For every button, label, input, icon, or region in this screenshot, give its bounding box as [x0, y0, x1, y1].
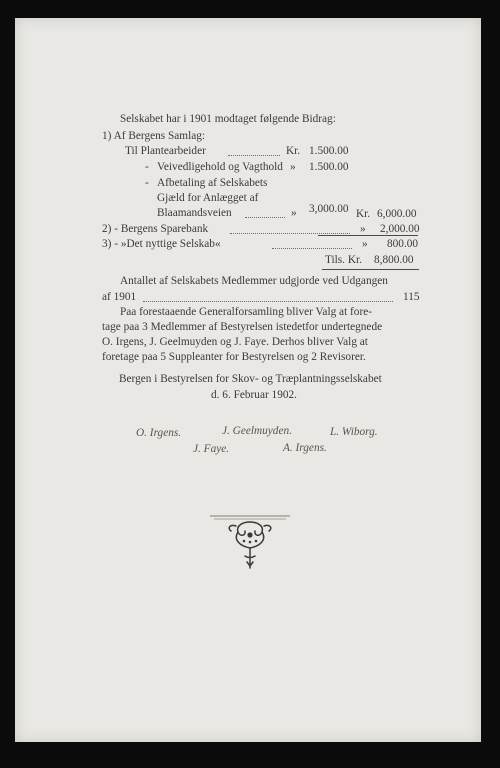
- signature-o-irgens: O. Irgens.: [136, 427, 182, 439]
- sum-underline: [322, 269, 419, 270]
- dot-leader: [143, 301, 393, 302]
- ornament-icon: [200, 498, 300, 578]
- intro-line: Selskabet har i 1901 modtaget følgende Bidrag:: [120, 113, 336, 125]
- item1-sub1-text: Til Plantearbeider: [125, 145, 206, 157]
- signature-l-wiborg: L. Wiborg.: [330, 426, 378, 438]
- item3-label: 3) - »Det nyttige Selskab«: [102, 238, 221, 250]
- item1-total: 6,000.00: [377, 208, 417, 220]
- election-line2: tage paa 3 Medlemmer af Bestyrelsen istedetfor undertegnede: [102, 321, 383, 333]
- item1-sub2-mark: »: [290, 161, 296, 173]
- item1-total-mark: Kr.: [356, 208, 371, 220]
- item1-sub3-mark: »: [291, 207, 297, 219]
- item1-sub3-line1: Afbetaling af Selskabets: [157, 177, 268, 189]
- closing-line1: Bergen i Bestyrelsen for Skov- og Træplantningsselskabet: [119, 373, 382, 385]
- item1-sub3-amount: 3,000.00: [309, 203, 349, 215]
- closing-line2: d. 6. Februar 1902.: [211, 389, 297, 401]
- members-line2: af 1901: [102, 291, 137, 303]
- dash-mark: -: [145, 177, 149, 189]
- item2-amount: 2,000.00: [380, 223, 420, 235]
- dot-leader: [245, 217, 285, 218]
- election-line1: Paa forestaaende Generalforsamling bliver Valg at fore-: [120, 306, 372, 318]
- members-line1: Antallet af Selskabets Medlemmer udgjorde ved Udgangen: [120, 275, 388, 287]
- members-count: 115: [403, 291, 420, 303]
- dot-leader: [272, 248, 352, 249]
- sum-rule: [318, 235, 418, 236]
- item1-label: 1) Af Bergens Samlag:: [102, 130, 206, 142]
- election-line3: O. Irgens, J. Geelmuyden og J. Faye. Derhos bliver Valg at: [102, 336, 368, 348]
- dot-leader: [228, 155, 280, 156]
- dot-leader: [230, 233, 350, 234]
- item1-sub3-line2: Gjæld for Anlægget af: [157, 192, 259, 204]
- signature-a-irgens: A. Irgens.: [283, 442, 327, 454]
- item1-sub1-amount: 1.500.00: [309, 145, 349, 157]
- dash-mark: -: [145, 161, 149, 173]
- item1-sub3-line3: Blaamandsveien: [157, 207, 232, 219]
- item2-mark: »: [360, 223, 366, 235]
- item3-mark: »: [362, 238, 368, 250]
- item3-amount: 800.00: [387, 238, 419, 250]
- item1-sub1-mark: Kr.: [286, 145, 301, 157]
- election-line4: foretage paa 5 Suppleanter for Bestyrelsen og 2 Revisorer.: [102, 351, 366, 363]
- item1-sub2-amount: 1.500.00: [309, 161, 349, 173]
- item1-sub2-text: Veivedligehold og Vagthold: [157, 161, 283, 173]
- item2-label: 2) - Bergens Sparebank: [102, 223, 209, 235]
- sum-amount: 8,800.00: [374, 254, 414, 266]
- signature-j-geelmuyden: J. Geelmuyden.: [222, 425, 292, 437]
- sum-label: Tils. Kr.: [325, 254, 362, 266]
- signature-j-faye: J. Faye.: [193, 443, 230, 455]
